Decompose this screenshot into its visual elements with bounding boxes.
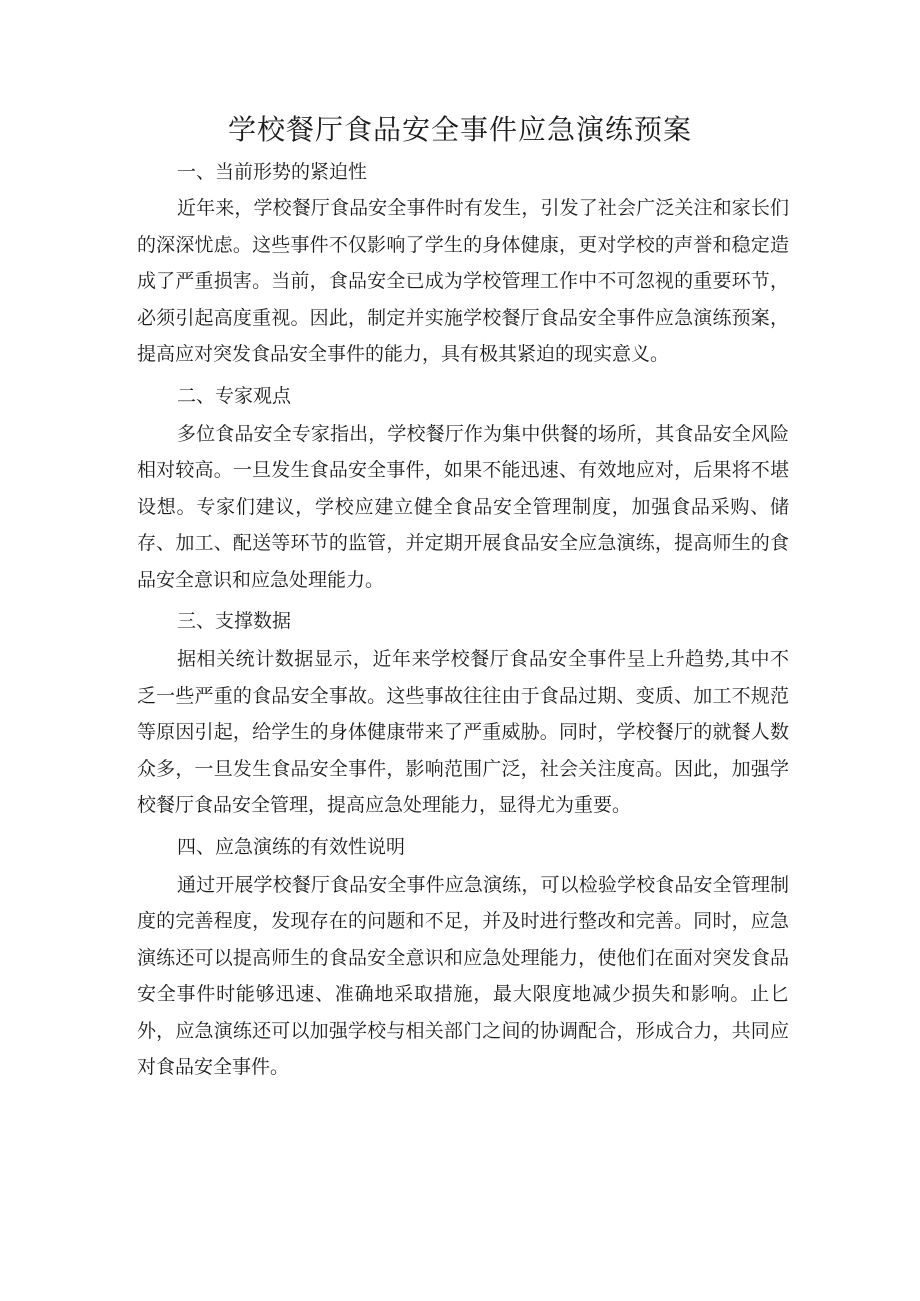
- section-paragraph-situation: 近年来，学校餐厅食品安全事件时有发生，引发了社会广泛关注和家长们的深深忧虑。这些事件不仅影响了学生的身体健康，更对学校的声誉和稳定造成了严重损害。当前，食品安全已成为学校管理工作中不可忽视的重要环节，必须引起高度重视。因此，制定并实施学校餐厅食品安全事件应急演练预案，提高应对突发食品安全事件的能力，具有极其紧迫的现实意义。: [137, 197, 789, 365]
- section-heading-situation: 一、当前形势的紧迫性: [177, 161, 368, 183]
- document-title: 学校餐厅食品安全事件应急演练预案: [227, 113, 692, 146]
- section-paragraph-supporting-data: 据相关统计数据显示，近年来学校餐厅食品安全事件呈上升趋势,其中不乏一些严重的食品安全事故。这些事故往往由于食品过期、变质、加工不规范等原因引起，给学生的身体健康带来了严重威胁。同时，学校餐厅的就餐人数众多，一旦发生食品安全事件，影响范围广泛，社会关注度高。因此，加强学校餐厅食品安全管理，提高应急处理能力，显得尤为重要。: [137, 648, 789, 816]
- section-paragraph-expert-views: 多位食品安全专家指出，学校餐厅作为集中供餐的场所，其食品安全风险相对较高。一旦发生食品安全事件，如果不能迅速、有效地应对，后果将不堪设想。专家们建议，学校应建立健全食品安全管理制度，加强食品采购、储存、加工、配送等环节的监管，并定期开展食品安全应急演练，提高师生的食品安全意识和应急处理能力。: [137, 422, 789, 591]
- document-body: [137, 157, 789, 1086]
- section-heading-drill-effectiveness: 四、应急演练的有效性说明: [177, 835, 406, 858]
- section-paragraph-drill-effectiveness: 通过开展学校餐厅食品安全事件应急演练，可以检验学校食品安全管理制度的完善程度，发现存在的问题和不足，并及时进行整改和完善。同时，应急演练还可以提高师生的食品安全意识和应急处理能力，使他们在面对突发食品安全事件时能够迅速、准确地采取措施，最大限度地减少损失和影响。止匕外，应急演练还可以加强学校与相关部门之间的协调配合，形成合力，共同应对食品安全事件。: [137, 873, 789, 1078]
- section-heading-supporting-data: 三、支撑数据: [177, 610, 292, 632]
- section-heading-expert-views: 二、专家观点: [177, 384, 292, 407]
